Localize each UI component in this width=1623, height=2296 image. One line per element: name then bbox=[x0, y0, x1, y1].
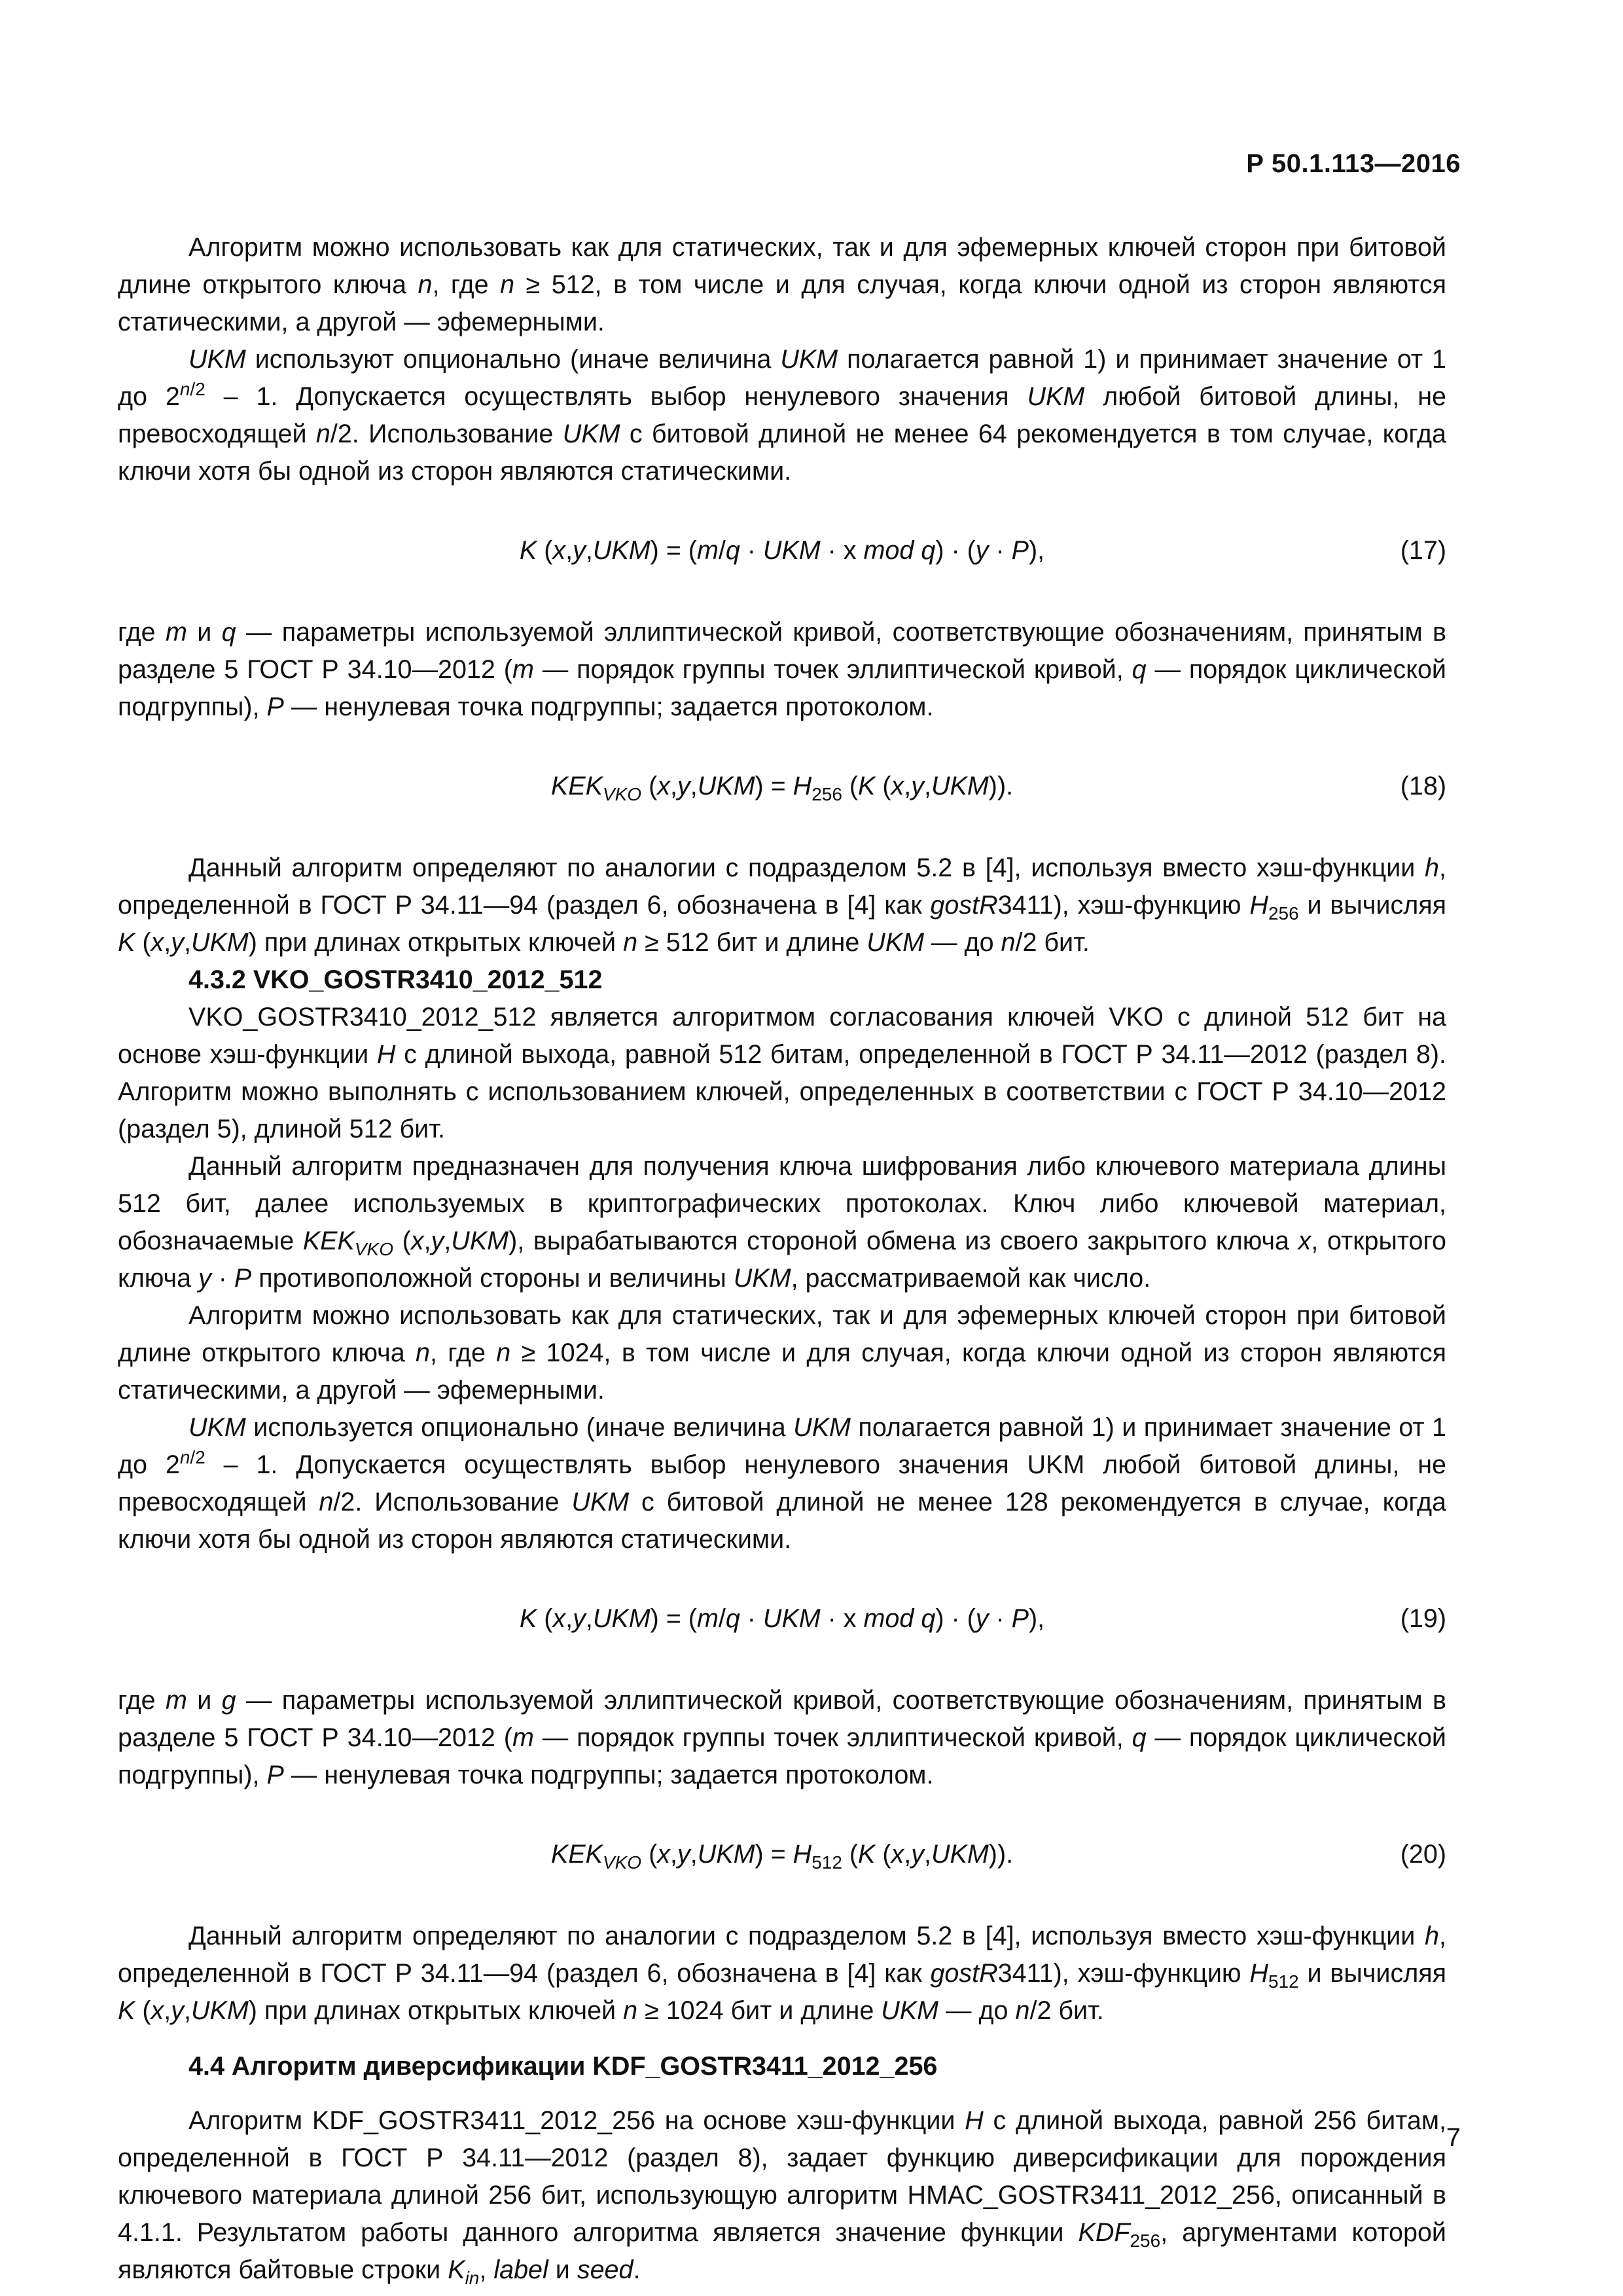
formula-expression: $KEK_{VKO}$ $(x,y,UKM) = H_{256}$ (K (x,y,UKM)). bbox=[550, 772, 1014, 804]
formula-20 bbox=[118, 1836, 1446, 1873]
paragraph: UKM используют опционально (иначе величина UKM полагается равной 1) и принимает значение от 1 до $2^{n/2} - 1$. Допускается осуществлять выбор ненулевого значения UKM любой битовой длины, не превосходящей n/2. Использование UKM с битовой длиной не менее 64 рекомендуется в том случае, когда ключи хотя бы одной из сторон являются статическими. bbox=[118, 345, 1446, 486]
formula-18 bbox=[118, 768, 1446, 805]
section-heading: 4.4 Алгоритм диверсификации KDF_GOSTR3411_2012_256 bbox=[188, 2052, 938, 2081]
formula-number: (19) bbox=[1400, 1604, 1446, 1633]
formula-number: (20) bbox=[1400, 1840, 1446, 1869]
section-heading: 4.3.2 VKO_GOSTR3410_2012_512 bbox=[188, 965, 603, 994]
paragraph: UKM используется опционально (иначе величина UKM полагается равной 1) и принимает значение от 1 до $2^{n/2} - 1$. Допускается осуществлять выбор ненулевого значения UKM любой битовой длины, не превосходящей n/2. Использование UKM с битовой длиной не менее 128 рекомендуется в случае, когда ключи хотя бы одной из сторон являются статическими. bbox=[118, 1413, 1446, 1554]
formula-expression: K (x,y,UKM) = (m/q · UKM · x mod q) · (y · P), bbox=[519, 536, 1045, 565]
paragraph: Алгоритм KDF_GOSTR3411_2012_256 на основе хэш-функции H с длиной выхода, равной 256 битам, определенной в ГОСТ Р 34.11—2012 (раздел 8), задает функцию диверсификации для порождения ключевого материала длиной 256 бит, использующую алгоритм HMAC_GOSTR3411_2012_256, описанный в 4.1.1. Результатом работы данного алгоритма является значение функции $KDF_{256}$, аргументами которой являются байтовые строки $K_{in}$, label и seed. bbox=[118, 2106, 1446, 2288]
paragraph: Данный алгоритм определяют по аналогии с подразделом 5.2 в [4], используя вместо хэш-функции h, определенной в ГОСТ Р 34.11—94 (раздел 6, обозначена в [4] как gostR3411), хэш-функцию $H_{512}$ и вычисляя K (x,y,UKM) при длинах открытых ключей n ≥ 1024 бит и длине UKM — до n/2 бит. bbox=[118, 1922, 1447, 2025]
paragraph: где m и g — параметры используемой эллиптической кривой, соответствующие обозначениям, принятым в разделе 5 ГОСТ Р 34.10—2012 (m — порядок группы точек эллиптической кривой, q — порядок циклической подгруппы), P — ненулевая точка подгруппы; задается протоколом. bbox=[118, 1686, 1446, 1789]
paragraph: Данный алгоритм определяют по аналогии с подразделом 5.2 в [4], используя вместо хэш-функции h, определенной в ГОСТ Р 34.11—94 (раздел 6, обозначена в [4] как gostR3411), хэш-функцию $H_{256}$ и вычисляя K (x,y,UKM) при длинах открытых ключей n ≥ 512 бит и длине UKM — до n/2 бит. bbox=[118, 853, 1447, 957]
formula-number: (18) bbox=[1400, 772, 1446, 800]
page-number: 7 bbox=[1446, 2123, 1461, 2152]
document-number: Р 50.1.113—2016 bbox=[1246, 149, 1461, 178]
formula-19 bbox=[118, 1600, 1446, 1638]
paragraph: Данный алгоритм предназначен для получения ключа шифрования либо ключевого материала длины 512 бит, далее используемых в криптографических протоколах. Ключ либо ключевой материал, обозначаемые $KEK_{VKO}$ (x,y,UKM), вырабатываются стороной обмена из своего закрытого ключа x, открытого ключа y · P противоположной стороны и величины UKM, рассматриваемой как число. bbox=[118, 1152, 1446, 1293]
formula-17 bbox=[118, 532, 1446, 569]
formula-expression: K (x,y,UKM) = (m/q · UKM · x mod q) · (y · P), bbox=[519, 1604, 1045, 1633]
formula-number: (17) bbox=[1400, 536, 1446, 565]
paragraph: Алгоритм можно использовать как для статических, так и для эфемерных ключей сторон при битовой длине открытого ключа n, где n ≥ 1024, в том числе и для случая, когда ключи одной из сторон являются статическими, а другой — эфемерными. bbox=[118, 1301, 1447, 1405]
formula-expression: $KEK_{VKO}$ $(x,y,UKM) = H_{512}$ (K (x,y,UKM)). bbox=[550, 1840, 1014, 1873]
paragraph: где m и q — параметры используемой эллиптической кривой, соответствующие обозначениям, принятым в разделе 5 ГОСТ Р 34.10—2012 (m — порядок группы точек эллиптической кривой, q — порядок циклической подгруппы), P — ненулевая точка подгруппы; задается протоколом. bbox=[118, 618, 1446, 721]
paragraph: VKO_GOSTR3410_2012_512 является алгоритмом согласования ключей VKO с длиной 512 бит на основе хэш-функции H с длиной выхода, равной 512 битам, определенной в ГОСТ Р 34.11—2012 (раздел 8). Алгоритм можно выполнять с использованием ключей, определенных в соответствии с ГОСТ Р 34.10—2012 (раздел 5), длиной 512 бит. bbox=[118, 1003, 1447, 1143]
paragraph: Алгоритм можно использовать как для статических, так и для эфемерных ключей сторон при битовой длине открытого ключа n, где n ≥ 512, в том числе и для случая, когда ключи одной из сторон являются статическими, а другой — эфемерными. bbox=[118, 233, 1447, 336]
page-content bbox=[118, 229, 1446, 2289]
